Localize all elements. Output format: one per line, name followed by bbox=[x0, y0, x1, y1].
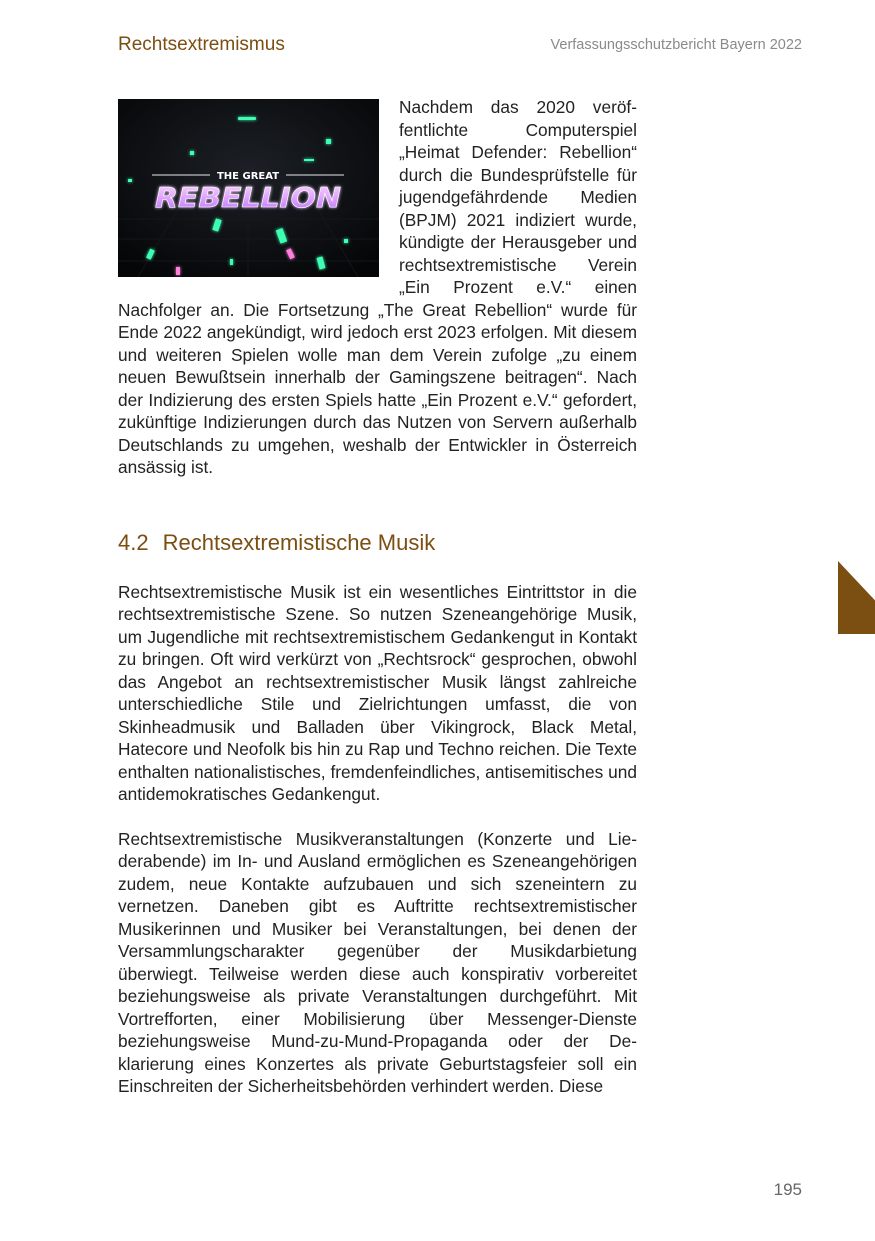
section-number: 4.2 bbox=[118, 529, 149, 555]
running-header-report-title: Verfassungsschutzbericht Bayern 2022 bbox=[550, 37, 802, 53]
page-number: 195 bbox=[773, 1180, 802, 1199]
game-screenshot-figure bbox=[118, 99, 379, 277]
paragraph-music-intro: Rechtsextremistische Musik ist ein wesentliches Eintrittstor in die rechtsextremistische Szene. So nutzen Szeneangehörige Musik, um Jugendliche mit rechtsextremistischem Gedankengut in Kontakt zu bringen. Oft wird verkürzt von „Rechtsrock“ gesprochen, obwohl das Angebot an rechtsextremistischer Musik längst zahlreiche unterschiedliche Stile und Zielrichtungen umfasst, die von Skinheadmusik und Balladen über Vikingrock, Black Metal, Hatecore und Neofolk bis hin zu Rap und Techno reichen. Die Texte enthalten nationalistisches, fremdenfeindliches, antisemitisches und antidemokratisches Gedankengut. bbox=[118, 581, 637, 804]
chapter-side-tab bbox=[838, 561, 875, 634]
running-header-chapter: Rechtsextremismus bbox=[118, 34, 285, 55]
paragraph-intro-game: Nachdem das 2020 veröffentlichte Computerspiel „Heimat Defender: Rebellion“ durch die Bundesprüfstelle für jugendgefährdende Medien (BPJM) 2021 indiziert wurde, kündigte der Herausgeber und rechtsextremistische Verein „Ein Prozent e.V.“ einen Nachfolger an. Die Fortsetzung „The Great Rebellion“ wurde für Ende 2022 angekündigt, wird jedoch erst 2023 erfolgen. Mit diesem und weiteren Spielen wolle man dem Verein zufolge „zu einem neuen Bewußtsein innerhalb der Gamingszene beitragen“. Nach der Indizierung des ersten Spiels hatte „Ein Prozent e.V.“ gefordert, zukünftige Indizierungen durch das Nutzen von Servern außerhalb Deutschlands zu umgehen, weshalb der Entwickler in Österreich ansässig ist. bbox=[118, 97, 637, 477]
page-content bbox=[118, 96, 637, 1098]
game-title-large: REBELLION bbox=[155, 181, 341, 214]
game-title-small: THE GREAT bbox=[216, 171, 280, 182]
game-screenshot-image bbox=[118, 99, 379, 277]
section-heading bbox=[118, 529, 637, 557]
paragraph-music-events: Rechtsextremistische Musikveranstaltungen (Konzerte und Liederabende) im In- und Ausland ermöglichen es Szeneangehörigen zudem, neue Kontakte aufzubauen und sich szeneintern zu vernetzen. Daneben gibt es Auftritte rechtsextremistischer Musikerinnen und Musiker bei Veranstaltungen, bei denen der Versammlungscharakter gegenüber der Musikdarbietung überwiegt. Teilweise werden diese auch konspirativ vorbereitet beziehungsweise als private Veranstaltungen durchgeführt. Mit Vortrefforten, einer Mobilisierung über Messenger-Dienste beziehungsweise Mund-zu-Mund-Propaganda oder der Deklarierung eines Konzertes als private Geburtstagsfeier soll ein Einschreiten der Sicherheitsbehörden verhindert werden. Diese bbox=[118, 828, 637, 1096]
section-title: Rechtsextremistische Musik bbox=[162, 529, 436, 555]
